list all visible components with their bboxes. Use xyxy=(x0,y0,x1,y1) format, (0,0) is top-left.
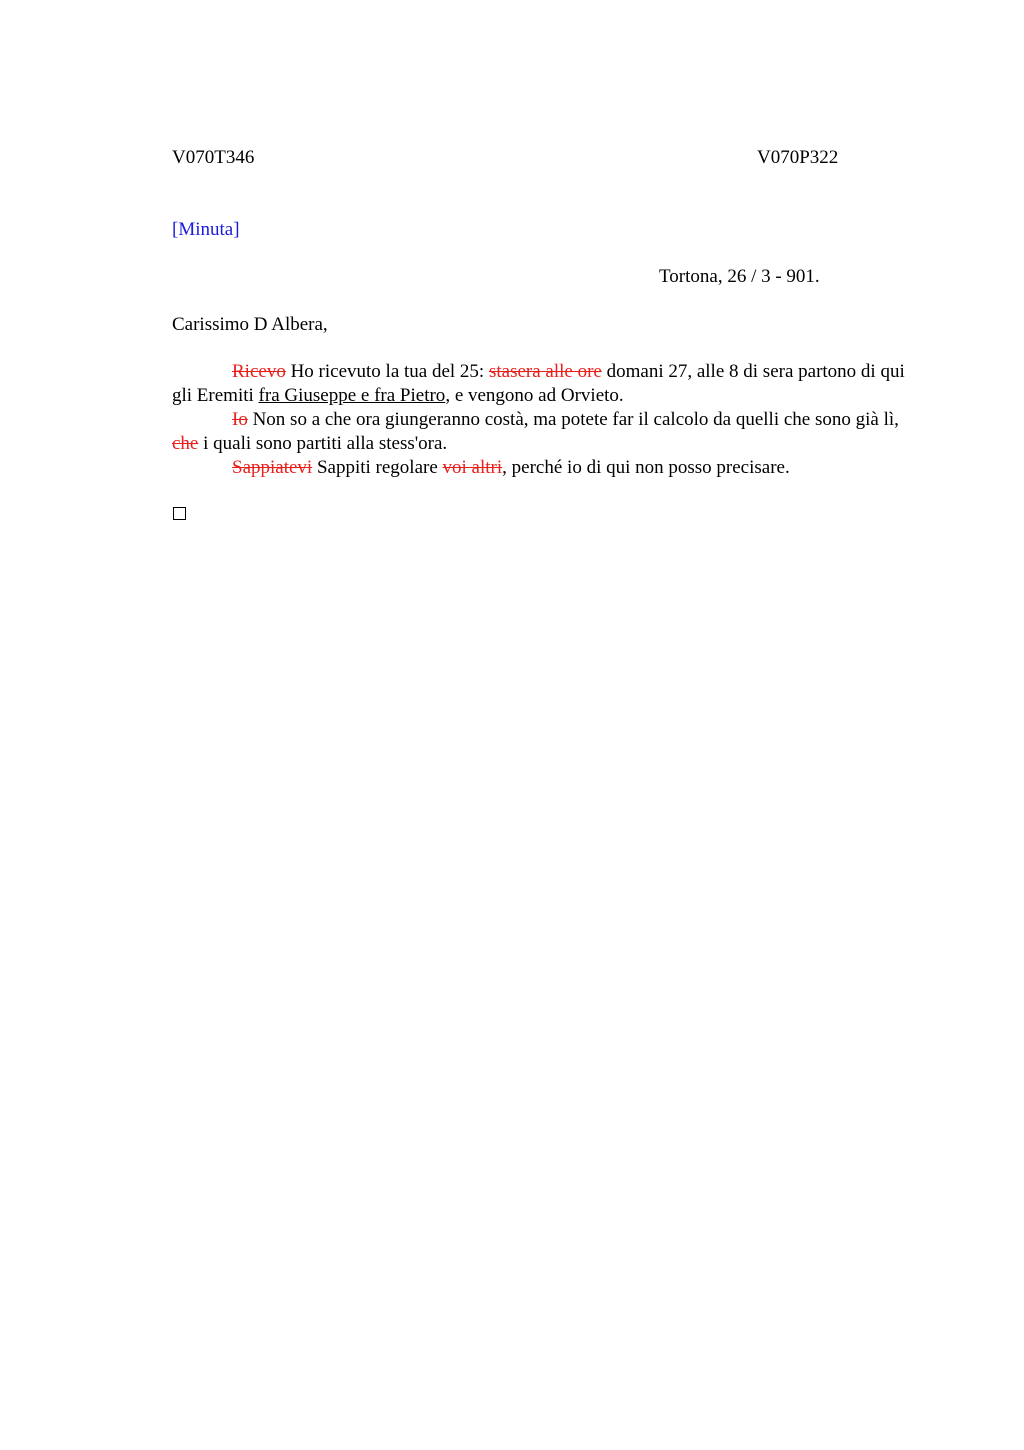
deleted-text: stasera alle ore xyxy=(488,361,602,382)
paragraph-2 xyxy=(172,408,917,456)
paragraph-text: i quali sono partiti alla stess'ora. xyxy=(198,433,448,454)
paragraph-text: Non so a che ora giungeranno costà, ma potete far il calcolo da quelli che sono già lì, xyxy=(247,409,899,430)
paragraph-text: domani 27, alle 8 di sera partono di qui gli Eremiti xyxy=(172,361,905,406)
paragraph-text: , perché io di qui non posso precisare. xyxy=(502,457,790,478)
underlined-names: fra Giuseppe e fra Pietro xyxy=(258,385,446,406)
paragraph-3 xyxy=(172,456,917,480)
paragraph-text: Ho ricevuto la tua del 25: xyxy=(285,361,489,382)
salutation: Carissimo D Albera, xyxy=(172,314,328,335)
deleted-text: Ricevo xyxy=(232,361,286,382)
paragraph-text: , e vengono ad Orvieto. xyxy=(445,385,624,406)
deleted-text: Sappiatevi xyxy=(232,457,313,478)
empty-square-icon xyxy=(173,507,186,520)
deleted-text: Io xyxy=(232,409,248,430)
document-code-right: V070P322 xyxy=(757,147,839,168)
deleted-text: voi altri xyxy=(442,457,503,478)
date-line: Tortona, 26 / 3 - 901. xyxy=(659,266,820,287)
document-code-left: V070T346 xyxy=(172,147,255,168)
deleted-text: che xyxy=(172,433,199,454)
paragraph-1 xyxy=(172,360,917,408)
minuta-label: [Minuta] xyxy=(172,219,240,240)
paragraph-text: Sappiti regolare xyxy=(312,457,443,478)
letter-body xyxy=(172,360,917,480)
